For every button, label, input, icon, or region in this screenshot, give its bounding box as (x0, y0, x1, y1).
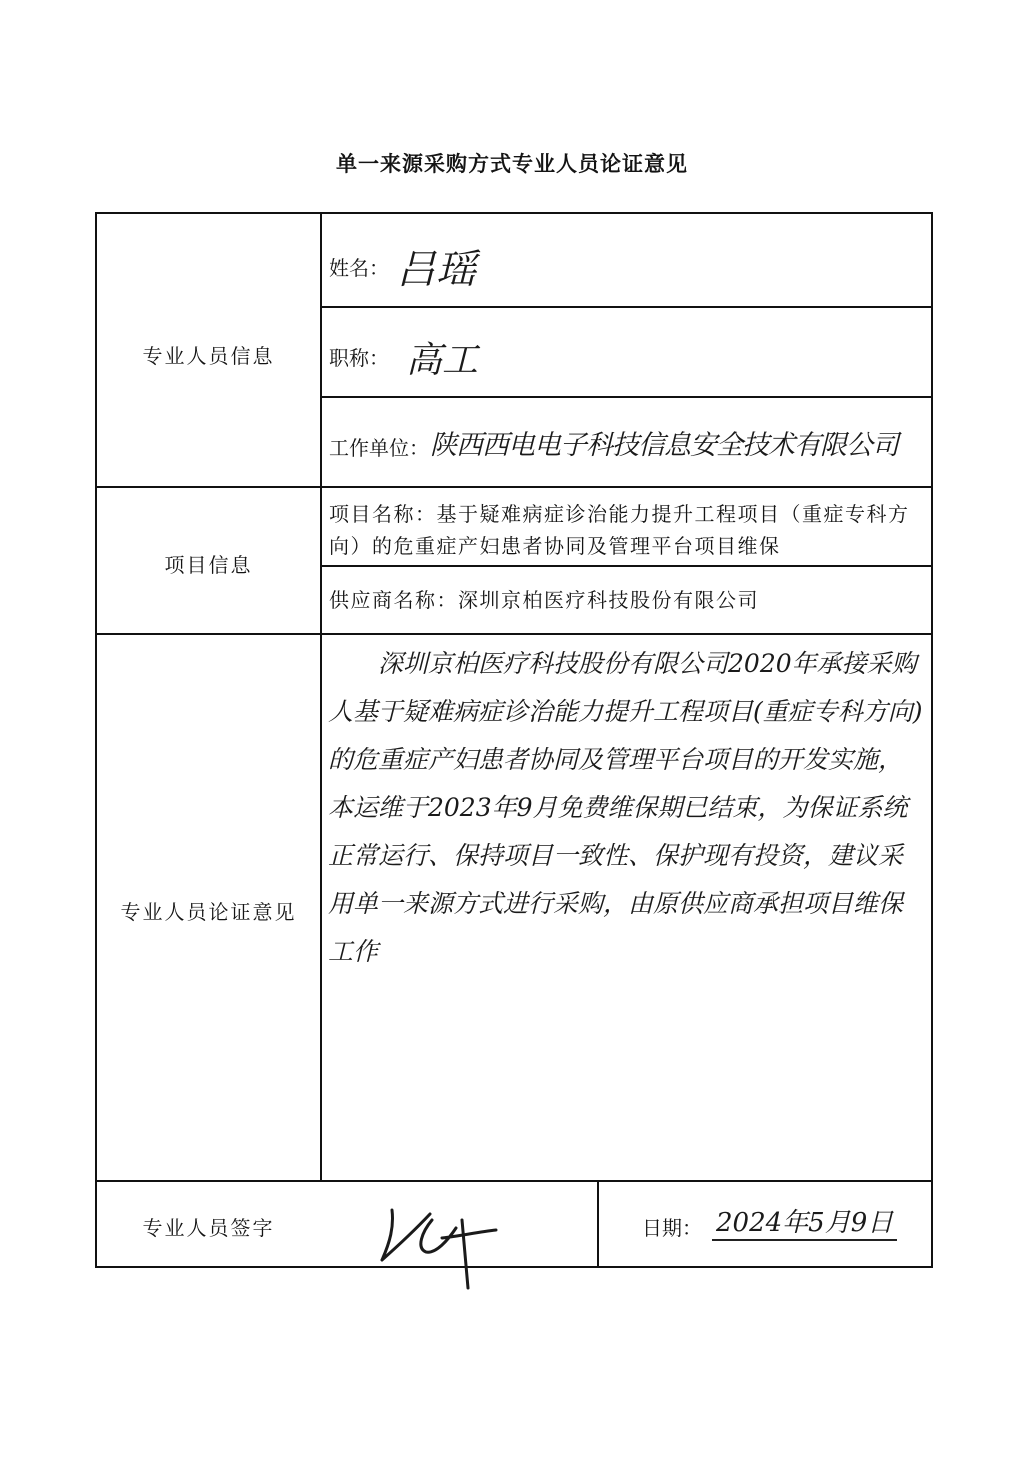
opinion-text: 深圳京柏医疗科技股份有限公司2020年承接采购人基于疑难病症诊治能力提升工程项目(重症专科方向)的危重症产妇患者协同及管理平台项目的开发实施，本运维于2023年9月免费维保期已结束，为保证系统正常运行、保持项目一致性、保护现有投资，建议采用单一来源方式进行采购，由原供应商承担项目维保工作 (328, 649, 923, 966)
rule-label-column (320, 212, 322, 1180)
project-name-label: 项目名称： (329, 502, 437, 526)
rule-section-project-bottom (95, 633, 933, 635)
document-title: 单一来源采购方式专业人员论证意见 (336, 152, 688, 176)
label-signature: 专业人员签字 (142, 1216, 275, 1240)
title-value: 高工 (406, 340, 479, 381)
label-personnel-info: 专业人员信息 (142, 344, 275, 368)
project-name (329, 498, 925, 562)
supplier-label: 供应商名称： (329, 588, 458, 612)
rule-section-personnel-bottom (95, 486, 933, 488)
label-opinion: 专业人员论证意见 (120, 900, 297, 924)
rule-section-opinion-bottom (95, 1180, 933, 1182)
date-label: 日期： (642, 1216, 702, 1240)
supplier-name (329, 584, 925, 616)
project-name-value: 基于疑难病症诊治能力提升工程项目（重症专科方向）的危重症产妇患者协同及管理平台项目维保 (329, 502, 910, 558)
handwritten-signature (370, 1192, 510, 1292)
name-value: 吕瑶 (396, 247, 476, 293)
rule-title-bottom (320, 396, 933, 398)
date-value: 2024年5月9日 (712, 1202, 897, 1241)
title-label: 职称： (329, 346, 389, 370)
employer-label: 工作单位： (329, 436, 429, 460)
rule-projectname-bottom (320, 565, 933, 567)
employer-value: 陕西西电电子科技信息安全技术有限公司 (430, 430, 898, 461)
rule-date-column (597, 1180, 599, 1268)
label-project-info: 项目信息 (164, 553, 253, 577)
rule-name-bottom (320, 306, 933, 308)
name-label: 姓名： (329, 256, 389, 280)
supplier-value: 深圳京柏医疗科技股份有限公司 (458, 588, 759, 612)
